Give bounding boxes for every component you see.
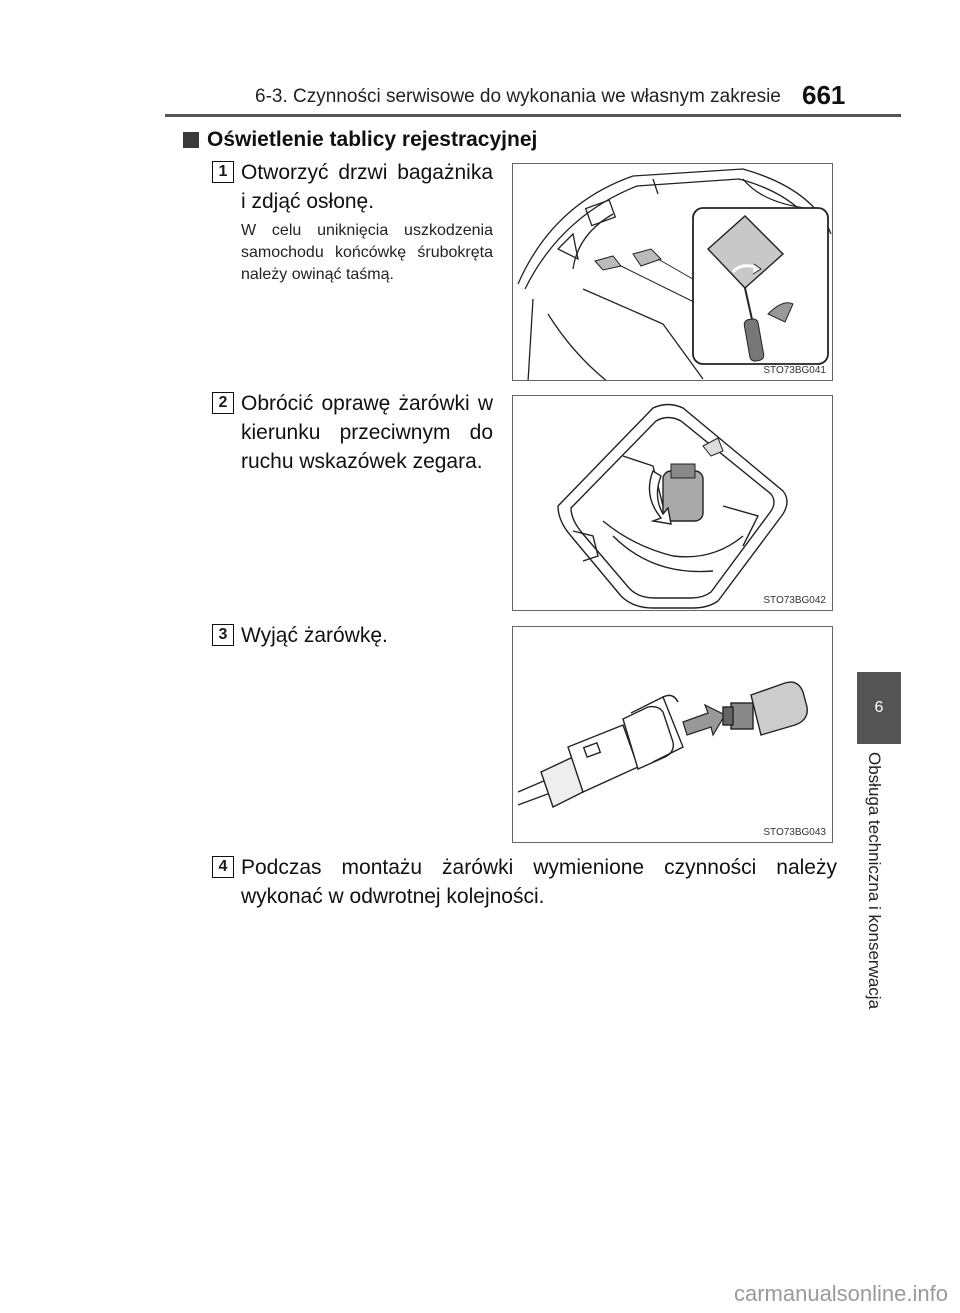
header-divider bbox=[165, 114, 901, 117]
section-title: Oświetlenie tablicy rejestracyjnej bbox=[207, 128, 538, 151]
step-number-badge: 2 bbox=[212, 392, 234, 414]
step-note: W celu uniknięcia uszkodzenia samochodu końcówkę śrubokręta należy owinąć taśmą. bbox=[241, 222, 493, 283]
step-number-badge: 3 bbox=[212, 624, 234, 646]
chapter-caption: Obsługa techniczna i konserwacja bbox=[865, 752, 884, 1010]
step-text: Podczas montażu żarówki wymienione czynności należy wykonać w odwrotnej kolejności. bbox=[241, 856, 837, 908]
figure-code: STO73BG042 bbox=[763, 595, 826, 606]
step-text: Otworzyć drzwi bagażnika i zdjąć osłonę. bbox=[241, 161, 493, 213]
trunk-illustration bbox=[513, 164, 833, 381]
step-text: Obrócić oprawę żarówki w kierunku przeciwnym do ruchu wskazówek zegara. bbox=[241, 392, 493, 473]
step-number-badge: 4 bbox=[212, 856, 234, 878]
socket-illustration bbox=[513, 396, 833, 611]
figure-bulb-removal bbox=[512, 626, 833, 843]
page-number: 661 bbox=[802, 80, 846, 110]
watermark: carmanualsonline.info bbox=[733, 1281, 948, 1306]
section-bullet-icon bbox=[183, 132, 199, 148]
figure-bulb-socket-rotation bbox=[512, 395, 833, 611]
chapter-tab: 6 bbox=[857, 672, 901, 744]
step-number-badge: 1 bbox=[212, 161, 234, 183]
section-heading bbox=[183, 128, 537, 152]
figure-trunk-cover-removal bbox=[512, 163, 833, 381]
step-text: Wyjąć żarówkę. bbox=[241, 624, 388, 647]
bulb-illustration bbox=[513, 627, 833, 843]
figure-code: STO73BG041 bbox=[763, 365, 826, 376]
header-title: 6-3. Czynności serwisowe do wykonania we własnym zakresie bbox=[255, 86, 781, 107]
figure-code: STO73BG043 bbox=[763, 827, 826, 838]
